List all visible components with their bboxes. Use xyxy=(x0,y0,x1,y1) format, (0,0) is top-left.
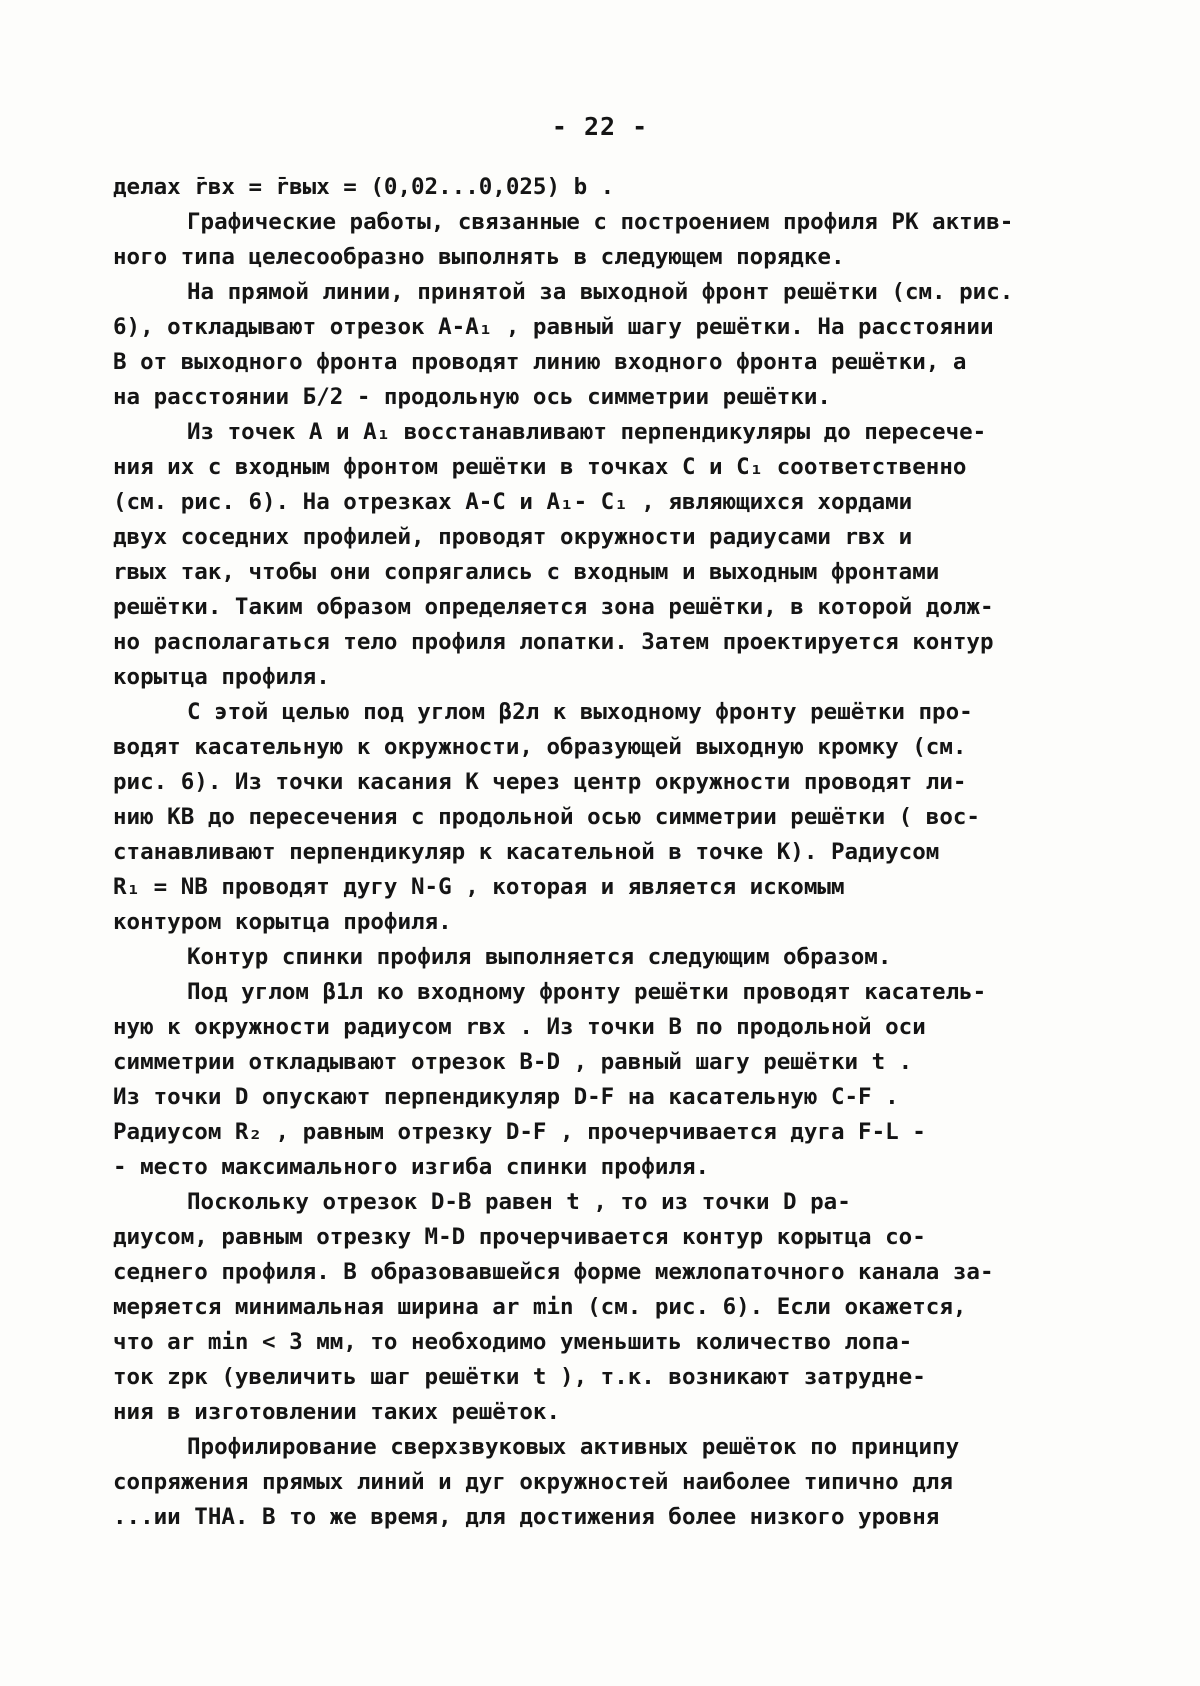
text-line: сопряжения прямых линий и дуг окружностей наиболее типично для xyxy=(113,1469,953,1495)
text-line: симметрии откладывают отрезок B-D , равный шагу решётки t . xyxy=(113,1049,913,1075)
text-line: рис. 6). Из точки касания К через центр окружности проводят ли- xyxy=(113,769,967,795)
text-line: ...ии ТНА. В то же время, для достижения более низкого уровня xyxy=(113,1504,940,1530)
text-line: С этой целью под углом β2л к выходному фронту решётки про- xyxy=(187,699,973,725)
text-line: R₁ = NB проводят дугу N-G , которая и является искомым xyxy=(113,874,845,900)
text-line: ния их с входным фронтом решётки в точках С и С₁ соответственно xyxy=(113,454,967,480)
text-line: ную к окружности радиусом rвх . Из точки B по продольной оси xyxy=(113,1014,926,1040)
text-line: Контур спинки профиля выполняется следующим образом. xyxy=(187,944,892,970)
text-line: нию КВ до пересечения с продольной осью симметрии решётки ( вос- xyxy=(113,804,980,830)
text-line: Из точки D опускают перпендикуляр D-F на касательную C-F . xyxy=(113,1084,899,1110)
text-line: - место максимального изгиба спинки профиля. xyxy=(113,1154,710,1180)
text-line: водят касательную к окружности, образующей выходную кромку (см. xyxy=(113,734,967,760)
text-line: ного типа целесообразно выполнять в следующем порядке. xyxy=(113,244,845,270)
text-line: меряется минимальная ширина ar min (см. рис. 6). Если окажется, xyxy=(113,1294,967,1320)
text-line: В от выходного фронта проводят линию входного фронта решётки, а xyxy=(113,349,967,375)
text-line: двух соседних профилей, проводят окружности радиусами rвх и xyxy=(113,524,913,550)
text-line: решётки. Таким образом определяется зона решётки, в которой долж- xyxy=(113,594,994,620)
text-line: Графические работы, связанные с построением профиля РК актив- xyxy=(187,209,1014,235)
text-line: Из точек А и А₁ восстанавливают перпендикуляры до пересече- xyxy=(187,419,987,445)
text-line: ния в изготовлении таких решёток. xyxy=(113,1399,561,1425)
page-number: - 22 - xyxy=(551,112,649,141)
body-text xyxy=(113,170,1073,1535)
text-line: Под углом β1л ко входному фронту решётки проводят касатель- xyxy=(187,979,987,1005)
text-line: диусом, равным отрезку M-D прочерчивается контур корытца со- xyxy=(113,1224,926,1250)
text-line: контуром корытца профиля. xyxy=(113,909,452,935)
text-line: Радиусом R₂ , равным отрезку D-F , прочерчивается дуга F-L - xyxy=(113,1119,926,1145)
text-line: На прямой линии, принятой за выходной фронт решётки (см. рис. xyxy=(187,279,1014,305)
text-line: Профилирование сверхзвуковых активных решёток по принципу xyxy=(187,1434,960,1460)
text-line: станавливают перпендикуляр к касательной в точке К). Радиусом xyxy=(113,839,940,865)
text-line: (см. рис. 6). На отрезках А-С и А₁- С₁ , являющихся хордами xyxy=(113,489,913,515)
text-line: на расстоянии Б/2 - продольную ось симметрии решётки. xyxy=(113,384,831,410)
text-line: ток zрк (увеличить шаг решётки t ), т.к. возникают затрудне- xyxy=(113,1364,926,1390)
text-line: седнего профиля. В образовавшейся форме межлопаточного канала за- xyxy=(113,1259,994,1285)
text-line: корытца профиля. xyxy=(113,664,330,690)
text-line: Поскольку отрезок D-B равен t , то из точки D ра- xyxy=(187,1189,851,1215)
text-line: rвых так, чтобы они сопрягались с входным и выходным фронтами xyxy=(113,559,940,585)
text-line: делах r̄вх = r̄вых = (0,02...0,025) b . xyxy=(113,174,615,200)
text-line: что ar min < 3 мм, то необходимо уменьшить количество лопа- xyxy=(113,1329,913,1355)
text-line: но располагаться тело профиля лопатки. Затем проектируется контур xyxy=(113,629,994,655)
text-line: 6), откладывают отрезок А-А₁ , равный шагу решётки. На расстоянии xyxy=(113,314,994,340)
